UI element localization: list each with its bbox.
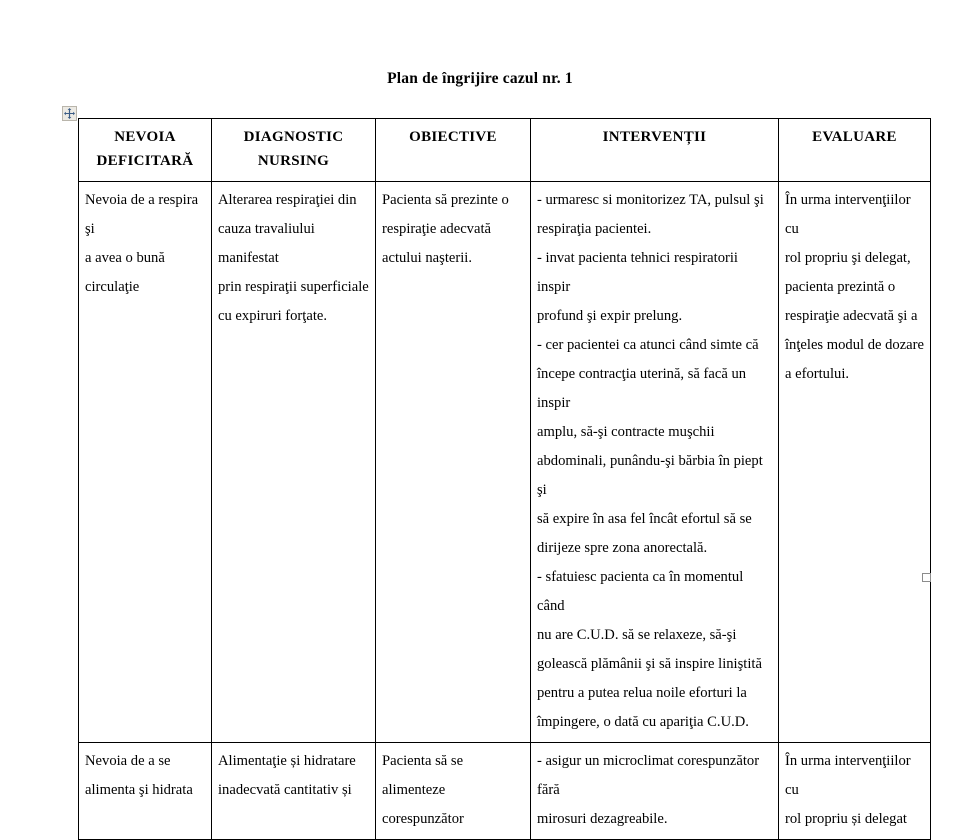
cell-line: inadecvată cantitativ și: [218, 782, 352, 798]
cell-line: Pacienta să prezinte o: [382, 192, 509, 208]
column-header-interventii: [531, 119, 779, 182]
cell-line: alimenta şi hidrata: [85, 782, 193, 798]
cell-interventii: [531, 182, 779, 743]
cell-line: dirijeze spre zona anorectală.: [537, 540, 708, 556]
column-header-evaluare-line1: EVALUARE: [812, 129, 897, 145]
cell-line: corespunzător: [382, 811, 464, 827]
cell-line: În urma intervenţiilor cu: [785, 192, 911, 237]
cell-line: abdominali, punându-şi bărbia în piept şi: [537, 453, 763, 498]
cell-line: - asigur un microclimat corespunzător fără: [537, 753, 760, 798]
table-resize-handle[interactable]: [922, 573, 931, 582]
cell-line: profund şi expir prelung.: [537, 308, 683, 324]
column-header-diagnostic: [212, 119, 376, 182]
cell-line: să expire în asa fel încât efortul să se: [537, 511, 752, 527]
cell-line: amplu, să-şi contracte muşchii: [537, 424, 715, 440]
cell-line: actului naşterii.: [382, 250, 472, 266]
table-row: [79, 743, 931, 840]
cell-line: nu are C.U.D. să se relaxeze, să-şi: [537, 627, 737, 643]
cell-line: golească plămânii şi să inspire liniştită: [537, 656, 762, 672]
column-header-diagnostic-line1: DIAGNOSTIC: [243, 129, 344, 145]
column-header-obiective: [376, 119, 531, 182]
cell-line: pentru a putea relua noile eforturi la: [537, 685, 747, 701]
move-four-arrows-icon: [63, 107, 76, 120]
cell-line: pacienta prezintă o: [785, 279, 896, 295]
cell-evaluare: [779, 182, 931, 743]
column-header-interventii-line1: INTERVENȚII: [602, 129, 707, 145]
cell-line: Nevoia de a respira şi: [85, 192, 199, 237]
cell-line: circulaţie: [85, 279, 140, 295]
cell-line: respiraţia pacientei.: [537, 221, 652, 237]
cell-line: împingere, o dată cu apariţia C.U.D.: [537, 714, 749, 730]
column-header-nevoia-line2: DEFICITARĂ: [96, 153, 194, 169]
cell-line: cu expiruri forţate.: [218, 308, 327, 324]
cell-line: începe contracţia uterină, să facă un inspir: [537, 366, 747, 411]
cell-line: - cer pacientei ca atunci când simte că: [537, 337, 759, 353]
cell-diagnostic: [212, 743, 376, 840]
cell-line: Alimentaţie și hidratare: [218, 753, 356, 769]
cell-line: rol propriu și delegat: [785, 811, 907, 827]
cell-nevoia: [79, 743, 212, 840]
cell-line: - urmaresc si monitorizez TA, pulsul şi: [537, 192, 764, 208]
cell-line: Pacienta să se alimenteze: [382, 753, 464, 798]
cell-line: - invat pacienta tehnici respiratorii inspir: [537, 250, 738, 295]
cell-interventii: [531, 743, 779, 840]
page-title: Plan de îngrijire cazul nr. 1: [387, 70, 573, 87]
table-header-row: [79, 119, 931, 182]
cell-line: respiraţie adecvată şi a: [785, 308, 918, 324]
cell-obiective: [376, 743, 531, 840]
column-header-evaluare: [779, 119, 931, 182]
table-move-handle[interactable]: [62, 106, 77, 121]
cell-line: În urma intervenţiilor cu: [785, 753, 911, 798]
cell-nevoia: [79, 182, 212, 743]
cell-line: cauza travaliului manifestat: [218, 221, 315, 266]
cell-line: mirosuri dezagreabile.: [537, 811, 668, 827]
cell-line: a avea o bună: [85, 250, 165, 266]
cell-obiective: [376, 182, 531, 743]
cell-line: Alterarea respiraţiei din: [218, 192, 357, 208]
cell-line: a efortului.: [785, 366, 850, 382]
cell-line: prin respiraţii superficiale: [218, 279, 369, 295]
cell-line: înţeles modul de dozare: [785, 337, 924, 353]
care-plan-table: [78, 118, 931, 840]
cell-line: respiraţie adecvată: [382, 221, 491, 237]
cell-line: - sfatuiesc pacienta ca în momentul când: [537, 569, 744, 614]
cell-diagnostic: [212, 182, 376, 743]
column-header-obiective-line1: OBIECTIVE: [409, 129, 497, 145]
cell-evaluare: [779, 743, 931, 840]
table-row: [79, 182, 931, 743]
column-header-diagnostic-line2: NURSING: [257, 153, 330, 169]
column-header-nevoia: [79, 119, 212, 182]
column-header-nevoia-line1: NEVOIA: [114, 129, 176, 145]
cell-line: rol propriu şi delegat,: [785, 250, 911, 266]
cell-line: Nevoia de a se: [85, 753, 171, 769]
